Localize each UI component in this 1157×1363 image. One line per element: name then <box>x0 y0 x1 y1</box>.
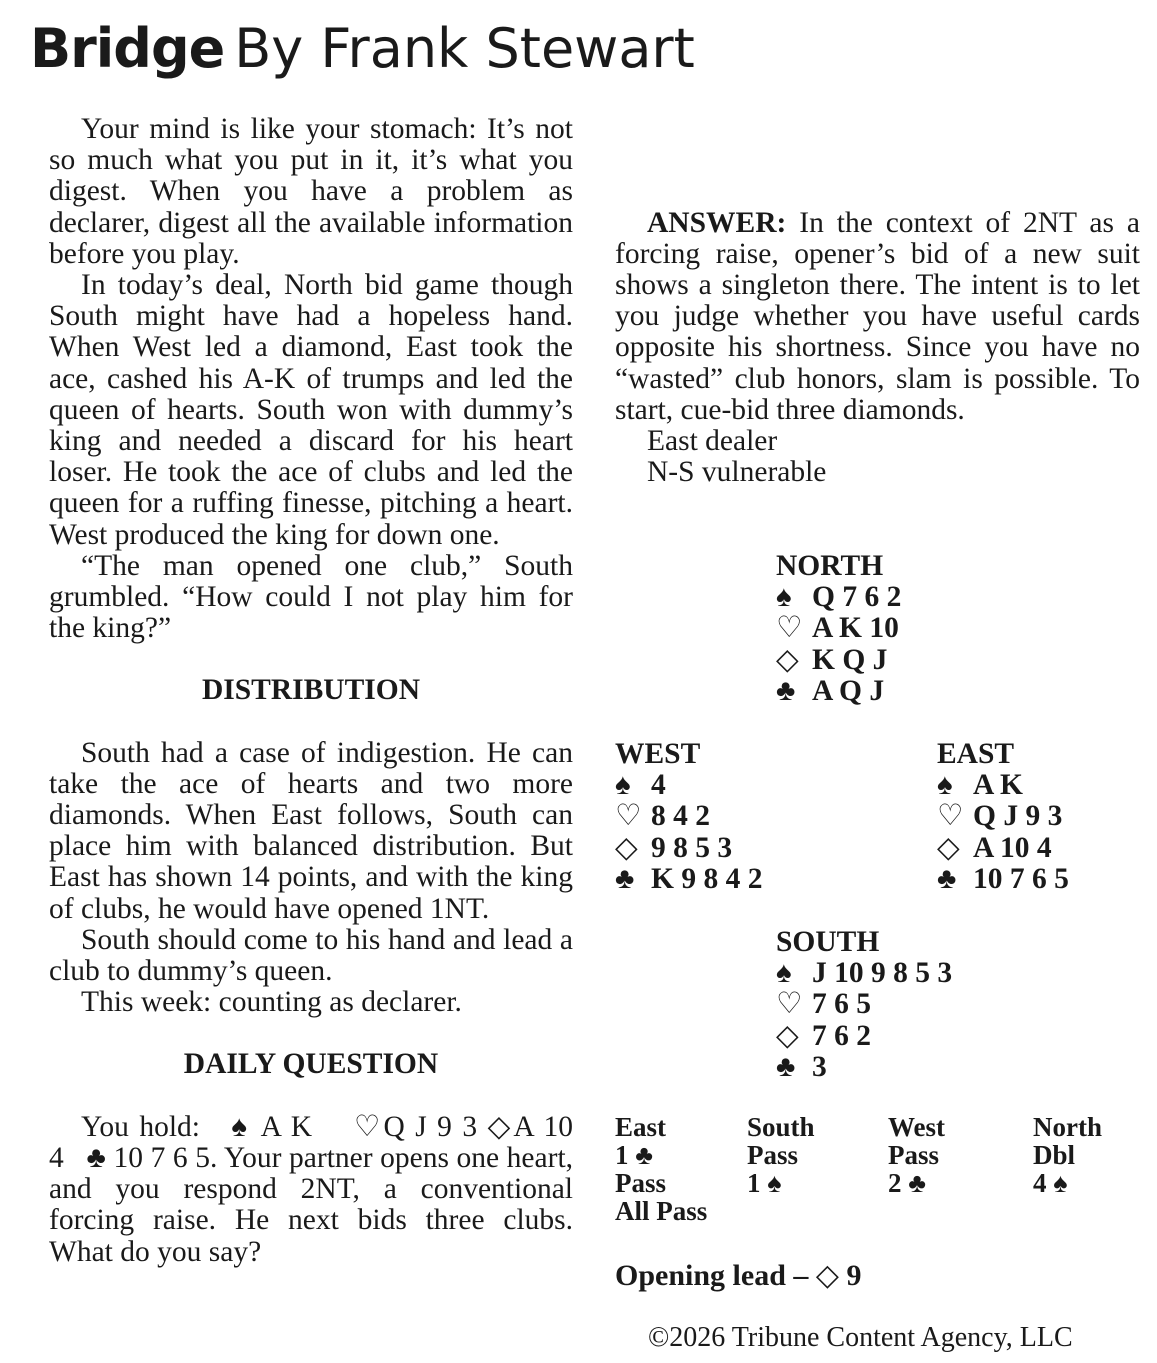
auction-bid: Dbl <box>1033 1140 1076 1170</box>
club-icon: ♣ <box>86 1141 106 1174</box>
heading-distribution: DISTRIBUTION <box>201 674 421 707</box>
hand-west <box>615 739 762 895</box>
auction-table <box>615 1113 1135 1225</box>
west-clubs: K 9 8 4 2 <box>651 862 763 895</box>
south-spades: J 10 9 8 5 3 <box>812 957 953 990</box>
diamond-icon: ◇ <box>776 1019 799 1052</box>
paragraph-analysis: South had a case of indigestion. He can take the ace of hearts and two more diamonds. When East follows, South can place him with balanced distribution. But East has shown 14 points, and with the king of clubs, he would have opened 1NT. <box>49 736 573 925</box>
heart-icon: ♡ <box>615 800 642 833</box>
question-spades: A K <box>260 1110 313 1143</box>
left-column <box>49 114 573 1268</box>
paragraph-question <box>49 1112 573 1268</box>
vulnerability-info: N-S vulnerable <box>647 456 827 489</box>
opening-lead-label: Opening lead – <box>615 1259 809 1292</box>
west-hearts: 8 4 2 <box>651 800 710 833</box>
auction-bid: Pass <box>615 1168 667 1198</box>
dealer-info: East dealer <box>647 425 778 458</box>
auction-row <box>615 1141 1102 1169</box>
auction-bid: All Pass <box>615 1196 708 1226</box>
spade-icon: ♠ <box>776 957 792 990</box>
question-diamonds: A 10 4 <box>49 1110 574 1174</box>
auction-row <box>615 1169 1102 1197</box>
hand-south <box>776 927 952 1083</box>
paragraph-deal: In today’s deal, North bid game though South might have had a hopeless hand. When West led a diamond, East took the ace, cashed his A-K of trumps and led the queen of hearts. South won with dummy’s king and needed a discard for his heart loser. He took the ace of clubs and led the queen for a ruffing finesse, pitching a heart. West produced the king for down one. <box>49 269 573 551</box>
club-icon: ♣ <box>776 1050 796 1083</box>
south-clubs: 3 <box>812 1050 827 1083</box>
spade-icon: ♠ <box>937 769 953 802</box>
diamond-icon: ◇ <box>815 1259 839 1292</box>
paragraph-answer <box>615 208 1140 426</box>
auction-header: North <box>1033 1112 1102 1142</box>
paragraph-week: This week: counting as declarer. <box>81 986 462 1019</box>
north-diamonds: K Q J <box>812 643 888 676</box>
question-clubs: 10 7 6 5. <box>113 1141 218 1174</box>
hand-title: NORTH <box>776 550 884 582</box>
diamond-icon: ◇ <box>776 643 799 676</box>
page-header <box>30 17 695 80</box>
hand-title: WEST <box>615 738 701 770</box>
opening-lead-card: 9 <box>846 1259 862 1292</box>
north-spades: Q 7 6 2 <box>812 581 902 614</box>
paragraph-solution: South should come to his hand and lead a club to dummy’s queen. <box>49 923 573 988</box>
question-you-hold: You hold: <box>81 1110 200 1143</box>
hand-east <box>937 739 1069 895</box>
heart-icon: ♡ <box>353 1110 384 1143</box>
auction-bid: Pass <box>747 1140 799 1170</box>
heart-icon: ♡ <box>776 612 803 645</box>
paragraph-intro: Your mind is like your stomach: It’s not so much what you put in it, it’s what you digest. When you have a problem as declarer, digest all the available information before you play. <box>49 113 573 270</box>
right-column <box>615 114 1140 488</box>
east-diamonds: A 10 4 <box>973 831 1052 864</box>
south-hearts: 7 6 5 <box>812 988 871 1021</box>
opening-lead <box>615 1258 861 1293</box>
auction-header: South <box>747 1112 815 1142</box>
answer-text: In the context of 2NT as a forcing raise, opener’s bid of a new suit shows a singleton there. The intent is to let you judge whether you have useful cards opposite his shortness. Since you have no “wasted” club honors, slam is possible. To start, cue-bid three diamonds. <box>615 206 1140 426</box>
auction-bid: 4 ♠ <box>1033 1168 1068 1198</box>
spade-icon: ♠ <box>776 581 792 614</box>
hand-title: SOUTH <box>776 926 880 958</box>
auction-bid: Pass <box>888 1140 940 1170</box>
spade-icon: ♠ <box>231 1110 251 1143</box>
auction-bid: 2 ♣ <box>888 1168 926 1198</box>
spade-icon: ♠ <box>615 769 631 802</box>
west-diamonds: 9 8 5 3 <box>651 831 733 864</box>
column-brand: Bridge <box>30 17 225 80</box>
question-text: Your partner opens one heart, and you respond 2NT, a conventional forcing raise. He next bids three clubs. What do you say? <box>49 1141 574 1268</box>
heading-daily-question: DAILY QUESTION <box>183 1048 439 1081</box>
east-hearts: Q J 9 3 <box>973 800 1063 833</box>
diamond-icon: ◇ <box>615 831 638 864</box>
auction-bid: 1 ♠ <box>747 1168 782 1198</box>
club-icon: ♣ <box>937 862 957 895</box>
heart-icon: ♡ <box>937 800 964 833</box>
north-hearts: A K 10 <box>812 612 899 645</box>
question-hearts: Q J 9 3 <box>383 1110 478 1143</box>
answer-label: ANSWER: <box>647 206 787 239</box>
paragraph-quote: “The man opened one club,” South grumbled. “How could I not play him for the king?” <box>49 549 573 645</box>
heart-icon: ♡ <box>776 988 803 1021</box>
copyright-notice: ©2026 Tribune Content Agency, LLC <box>648 1322 1073 1353</box>
diamond-icon: ◇ <box>487 1110 514 1143</box>
byline: By Frank Stewart <box>234 17 695 80</box>
auction-header-row <box>615 1113 1102 1141</box>
auction-bid <box>888 1197 1033 1225</box>
north-clubs: A Q J <box>812 674 885 707</box>
auction-bid <box>1033 1197 1102 1225</box>
south-diamonds: 7 6 2 <box>812 1019 871 1052</box>
east-spades: A K <box>973 769 1023 802</box>
auction-header: East <box>615 1112 667 1142</box>
auction-header: West <box>888 1112 945 1142</box>
east-clubs: 10 7 6 5 <box>973 862 1069 895</box>
question-continued-spacer <box>615 114 1140 208</box>
hand-title: EAST <box>937 738 1015 770</box>
diamond-icon: ◇ <box>937 831 960 864</box>
auction-bid: 1 ♣ <box>615 1140 653 1170</box>
hand-north <box>776 551 901 707</box>
auction-row <box>615 1197 1102 1225</box>
west-spades: 4 <box>651 769 666 802</box>
club-icon: ♣ <box>776 674 796 707</box>
club-icon: ♣ <box>615 862 635 895</box>
